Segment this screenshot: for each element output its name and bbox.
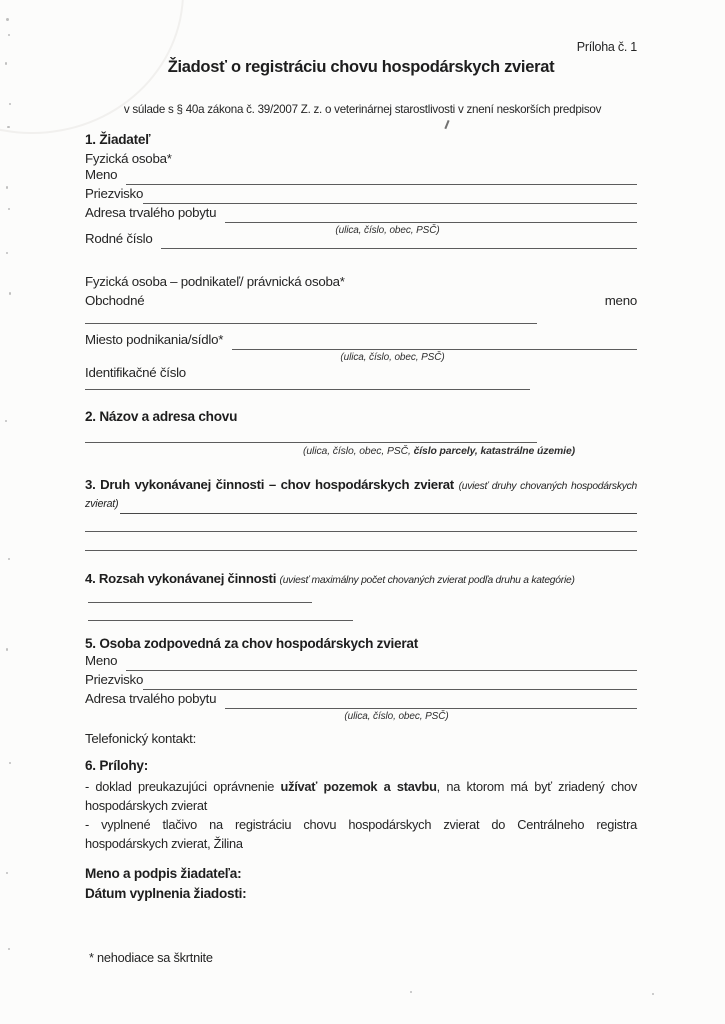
section-5-heading: 5. Osoba zodpovedná za chov hospodárskych zvierat — [85, 636, 418, 651]
scan-mark — [444, 120, 449, 129]
date-label: Dátum vyplnenia žiadosti: — [85, 886, 247, 901]
field-rodne-cislo-label: Rodné číslo — [85, 231, 156, 246]
field-obchodne-meno — [85, 293, 637, 308]
section-3-heading-note: (uviesť druhy chovaných hospodárskych — [458, 481, 638, 492]
field-adresa-label: Adresa trvalého pobytu — [85, 205, 220, 220]
section-6-heading: 6. Prílohy: — [85, 758, 148, 773]
scan-speck — [7, 126, 10, 128]
field-meno — [85, 167, 637, 185]
section-3-heading-bold: 3. Druh vykonávanej činnosti – chov hospodárskych zvierat — [85, 477, 459, 492]
field-meno-label: Meno — [85, 167, 121, 182]
fill-line — [85, 550, 637, 551]
scan-speck — [8, 208, 10, 210]
attachment-label: Príloha č. 1 — [576, 40, 637, 54]
section-3-note-wrap: zvierat) — [85, 498, 119, 510]
section-4-heading-bold: 4. Rozsah vykonávanej činnosti — [85, 571, 280, 586]
caption-adresa-2: (ulica, číslo, obec, PSČ) — [344, 711, 449, 722]
field-telefon-label: Telefonický kontakt: — [85, 731, 197, 746]
subheading-fyzicka-osoba: Fyzická osoba* — [85, 151, 172, 166]
scan-speck — [9, 103, 11, 105]
field-priezvisko-2 — [85, 672, 637, 690]
attachment-item-1-line-2: hospodárskych zvierat — [85, 798, 208, 813]
scan-speck — [8, 948, 10, 950]
scan-speck — [9, 292, 11, 295]
scan-speck — [6, 648, 8, 651]
fill-line — [143, 672, 637, 690]
scan-speck — [6, 252, 8, 254]
footnote: * nehodiace sa škrtnite — [89, 950, 213, 965]
section-4-heading — [85, 571, 575, 586]
scan-speck — [8, 34, 10, 36]
field-meno-word: meno — [604, 293, 637, 308]
caption-regular-part: (ulica, číslo, obec, PSČ, — [303, 446, 414, 457]
fill-line-nazov-chovu — [85, 442, 537, 443]
fill-line — [88, 620, 353, 621]
section-3-wrap-row — [85, 498, 637, 514]
fill-line — [126, 167, 637, 185]
fill-line — [120, 498, 637, 514]
fill-line — [225, 691, 637, 709]
scan-speck — [652, 993, 654, 995]
form-subtitle: v súlade s § 40a zákona č. 39/2007 Z. z. o veterinárnej starostlivosti v znení neskorších predpisov — [123, 103, 602, 116]
scan-speck — [5, 62, 7, 65]
section-3-heading — [85, 477, 637, 492]
scan-speck — [410, 991, 412, 993]
section-4-heading-note: (uviesť maximálny počet chovaných zvierat podľa druhu a kategórie) — [279, 575, 575, 586]
field-miesto-podnikania — [85, 332, 637, 350]
fill-line — [85, 531, 637, 532]
scan-speck — [5, 420, 7, 422]
scan-speck — [8, 558, 10, 560]
field-priezvisko-2-label: Priezvisko — [85, 672, 144, 687]
field-adresa-2-label: Adresa trvalého pobytu — [85, 691, 220, 706]
scan-speck — [6, 186, 8, 189]
item-1-bold: užívať pozemok a stavbu — [280, 779, 437, 794]
field-rodne-cislo — [85, 231, 637, 249]
attachment-item-1-line-1 — [85, 777, 637, 796]
scan-speck — [6, 872, 8, 874]
field-meno-2 — [85, 653, 637, 671]
attachment-item-2-line-1: - vyplnené tlačivo na registráciu chovu hospodárskych zvierat do Centrálneho registra — [85, 817, 637, 832]
section-2-heading: 2. Názov a adresa chovu — [85, 409, 238, 424]
scan-speck — [9, 762, 11, 764]
subheading-podnikatel: Fyzická osoba – podnikateľ/ právnická osoba* — [85, 274, 345, 289]
caption-miesto: (ulica, číslo, obec, PSČ) — [340, 352, 445, 363]
field-priezvisko-label: Priezvisko — [85, 186, 144, 201]
scan-speck — [6, 18, 9, 21]
attachment-item-2-line-2: hospodárskych zvierat, Žilina — [85, 836, 243, 851]
field-priezvisko — [85, 186, 637, 204]
fill-line — [88, 602, 312, 603]
field-miesto-label: Miesto podnikania/sídlo* — [85, 332, 227, 347]
fill-line-obchodne — [85, 323, 537, 324]
fill-line — [232, 332, 637, 350]
item-1-post: , na ktorom má byť zriadený chov — [436, 779, 637, 794]
fill-line — [161, 231, 637, 249]
field-meno-2-label: Meno — [85, 653, 121, 668]
caption-adresa: (ulica, číslo, obec, PSČ) — [335, 225, 440, 236]
signature-label: Meno a podpis žiadateľa: — [85, 866, 242, 881]
field-adresa-trvaleho-pobytu — [85, 205, 637, 223]
field-ico-label: Identifikačné číslo — [85, 365, 186, 380]
field-obchodne-label: Obchodné — [85, 293, 145, 308]
field-adresa-2 — [85, 691, 637, 709]
item-1-pre: - doklad preukazujúci oprávnenie — [85, 779, 281, 794]
fill-line-ico — [85, 389, 530, 390]
fill-line — [143, 186, 637, 204]
section-1-heading: 1. Žiadateľ — [85, 132, 151, 147]
caption-bold-part: číslo parcely, katastrálne územie) — [413, 446, 575, 457]
fill-line — [126, 653, 637, 671]
form-title: Žiadosť o registráciu chovu hospodárskych zvierat — [167, 58, 555, 76]
caption-nazov-chovu — [303, 446, 575, 457]
fill-line — [225, 205, 637, 223]
